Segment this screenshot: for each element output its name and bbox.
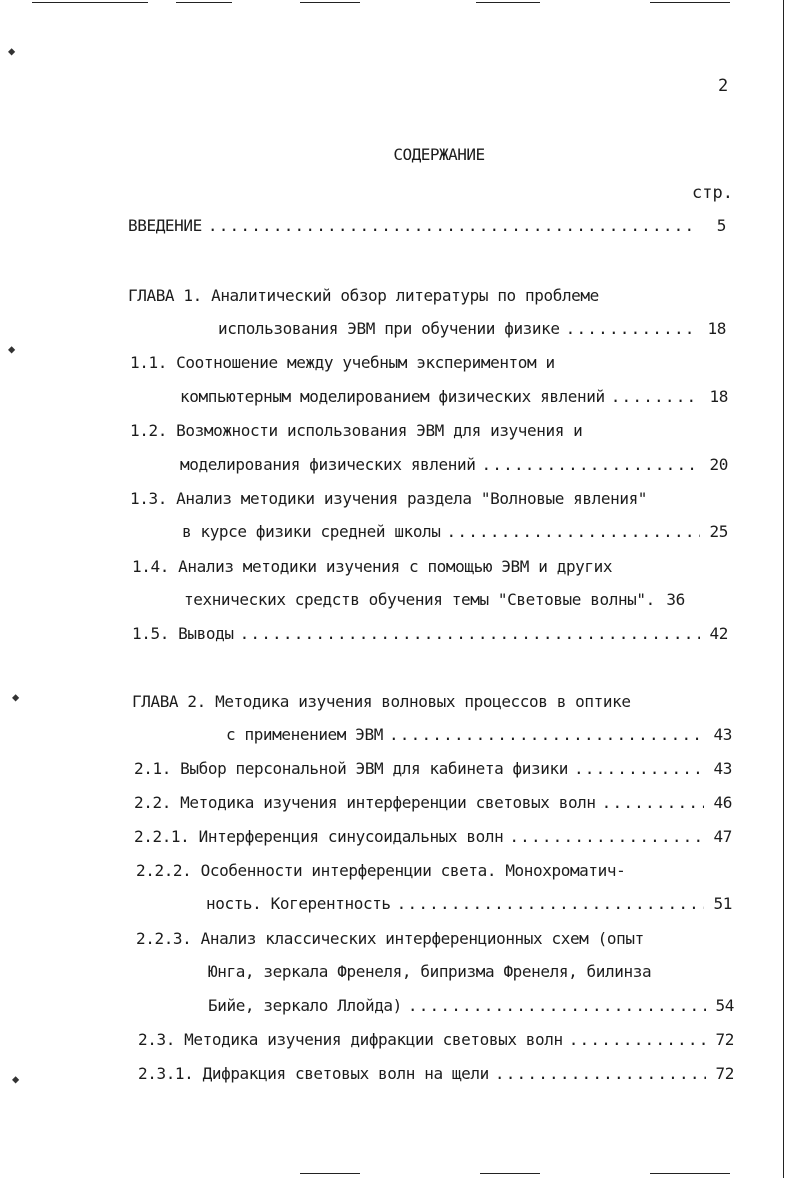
page-column-label: стр. xyxy=(692,183,733,203)
toc-entry-2-1: 2.1. Выбор персональной ЭВМ для кабинета физики ..... 43 xyxy=(134,757,732,781)
toc-entry-chapter1-title-cont: использования ЭВМ при обучении физике ..... 18 xyxy=(218,317,726,341)
toc-entry-2-2-2-cont: ность. Когерентность ..... 51 xyxy=(206,892,732,916)
binding-hole-mark: ◆ xyxy=(12,690,20,704)
toc-entry-1-4-cont: технических средств обучения темы "Световые волны". 36 xyxy=(184,590,685,609)
bottom-edge-rule xyxy=(300,1173,360,1174)
top-edge-rule xyxy=(176,2,232,3)
top-edge-rule xyxy=(32,2,148,3)
toc-entry-1-5: 1.5. Выводы ..... 42 xyxy=(132,622,728,646)
bottom-edge-rule xyxy=(480,1173,540,1174)
top-edge-rule xyxy=(300,2,360,3)
page-title: СОДЕРЖАНИЕ xyxy=(393,145,485,164)
toc-entry-2-3: 2.3. Методика изучения дифракции световых волн ..... 72 xyxy=(138,1028,734,1052)
toc-entry-1-2-cont: моделирования физических явлений ..... 20 xyxy=(180,453,728,477)
toc-entry-chapter2-title: ГЛАВА 2. Методика изучения волновых процессов в оптике xyxy=(132,692,631,711)
top-edge-rule xyxy=(650,2,730,3)
binding-hole-mark: ◆ xyxy=(8,342,16,356)
toc-entry-2-2-3-cont: Юнга, зеркала Френеля, бипризма Френеля, билинза xyxy=(208,962,652,981)
page-number: 2 xyxy=(718,76,729,96)
toc-entry-2-3-1: 2.3.1. Дифракция световых волн на щели ..... 72 xyxy=(138,1062,734,1086)
right-edge-rule xyxy=(783,0,784,1178)
toc-entry-intro: ВВЕДЕНИЕ ..... 5 xyxy=(128,214,726,238)
binding-hole-mark: ◆ xyxy=(12,1072,20,1086)
bottom-edge-rule xyxy=(650,1173,730,1174)
toc-entry-1-3: 1.3. Анализ методики изучения раздела "Волновые явления" xyxy=(130,489,648,508)
toc-entry-2-2-1: 2.2.1. Интерференция синусоидальных волн ..... 47 xyxy=(134,825,732,849)
toc-entry-1-3-cont: в курсе физики средней школы ..... 25 xyxy=(182,520,728,544)
toc-entry-1-1-cont: компьютерным моделированием физических явлений ..... 18 xyxy=(180,385,728,409)
toc-entry-2-2-2: 2.2.2. Особенности интерференции света. Монохроматич- xyxy=(136,861,626,880)
top-edge-rule xyxy=(476,2,540,3)
toc-entry-chapter1-title: ГЛАВА 1. Аналитический обзор литературы по проблеме xyxy=(128,286,599,305)
toc-entry-2-2-3-cont2: Бийе, зеркало Ллойда) ..... 54 xyxy=(208,994,734,1018)
binding-hole-mark: ◆ xyxy=(8,44,16,58)
toc-entry-1-1: 1.1. Соотношение между учебным экспериментом и xyxy=(130,353,555,372)
toc-entry-1-2: 1.2. Возможности использования ЭВМ для изучения и xyxy=(130,421,583,440)
toc-entry-chapter2-title-cont: с применением ЭВМ ..... 43 xyxy=(226,723,732,747)
toc-entry-2-2: 2.2. Методика изучения интерференции световых волн ..... 46 xyxy=(134,791,732,815)
toc-entry-2-2-3: 2.2.3. Анализ классических интерференционных схем (опыт xyxy=(136,929,644,948)
toc-entry-1-4: 1.4. Анализ методики изучения с помощью ЭВМ и других xyxy=(132,557,613,576)
